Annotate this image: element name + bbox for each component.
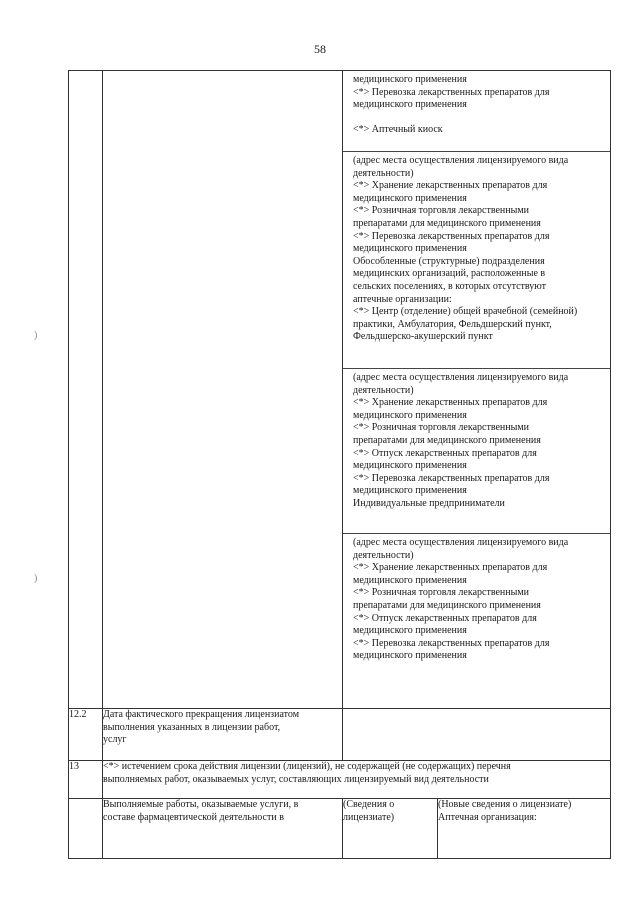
text-line: <*> Хранение лекарственных препаратов для: [353, 397, 548, 409]
text-line: (адрес места осуществления лицензируемого вида: [353, 537, 569, 548]
text-line: Индивидуальные предприниматели: [353, 497, 505, 509]
text-line: <*> Аптечный киоск: [353, 123, 443, 135]
text-line: медицинского применения: [353, 574, 467, 586]
text-line: Фельдшерско-акушерский пункт: [353, 331, 493, 343]
text-line: препаратами для медицинского применения: [353, 217, 541, 229]
text-line: медицинского применения: [353, 625, 467, 637]
new-licensee-info-header: [438, 799, 611, 859]
text-line: лицензиате): [343, 811, 395, 823]
text-line: (адрес места осуществления лицензируемого вида: [353, 372, 569, 383]
text-line: <*> Розничная торговля лекарственными: [353, 587, 530, 599]
text-line: препаратами для медицинского применения: [353, 434, 541, 446]
spacer: [353, 112, 606, 124]
row-12-2: [69, 709, 611, 761]
text-line: выполняемых работ, оказываемых услуг, составляющих лицензируемый вид деятельности: [103, 773, 489, 785]
text-line: медицинского применения: [353, 243, 467, 255]
text-line: Обособленные (структурные) подразделения: [353, 255, 545, 267]
text-line: <*> Перевозка лекарственных препаратов для: [353, 637, 550, 649]
text-line: <*> Розничная торговля лекарственными: [353, 205, 530, 217]
text-line: <*> Перевозка лекарственных препаратов для: [353, 230, 550, 242]
services-row: [69, 799, 611, 859]
text-line: составе фармацевтической деятельности в: [103, 811, 284, 823]
text-line: деятельности): [353, 549, 414, 561]
text-line: Выполняемые работы, оказываемые услуги, в: [103, 799, 299, 810]
text-line: выполнения указанных в лицензии работ,: [103, 721, 281, 733]
text-line: (Новые сведения о лицензиате): [438, 799, 572, 810]
activity-block: [343, 533, 610, 666]
scan-artifact: ): [34, 573, 38, 584]
row-number: 12.2: [69, 709, 103, 761]
text-line: медицинского применения: [353, 409, 467, 421]
licensee-info-header: [343, 799, 438, 859]
termination-date-value[interactable]: [343, 709, 611, 761]
text-line: Дата фактического прекращения лицензиатом: [103, 709, 300, 720]
text-line: медицинских организаций, расположенные в: [353, 268, 546, 280]
text-line: <*> Хранение лекарственных препаратов для: [353, 180, 548, 192]
text-line: Аптечная организация:: [438, 811, 537, 823]
text-line: деятельности): [353, 167, 414, 179]
text-line: практики, Амбулатория, Фельдшерский пункт,: [353, 318, 552, 330]
continuation-row: [69, 71, 611, 709]
activity-block: [343, 71, 610, 151]
text-line: медицинского применения: [353, 74, 467, 85]
text-line: <*> Хранение лекарственных препаратов для: [353, 562, 548, 574]
text-line: медицинского применения: [353, 650, 467, 662]
activity-block: [343, 368, 610, 533]
text-line: аптечные организации:: [353, 293, 452, 305]
text-line: медицинского применения: [353, 192, 467, 204]
row-number-cell: [69, 71, 103, 709]
page-number: 58: [314, 42, 326, 56]
text-line: медицинского применения: [353, 460, 467, 472]
activity-block: [343, 151, 610, 368]
row-number-cell: [69, 799, 103, 859]
text-line: <*> Розничная торговля лекарственными: [353, 422, 530, 434]
text-line: медицинского применения: [353, 99, 467, 111]
text-line: медицинского применения: [353, 485, 467, 497]
termination-date-label: [103, 709, 343, 761]
text-line: (Сведения о: [343, 799, 395, 810]
row-number: 13: [69, 761, 103, 799]
text-line: <*> Центр (отделение) общей врачебной (семейной): [353, 306, 578, 318]
text-line: <*> Отпуск лекарственных препаратов для: [353, 447, 537, 459]
row-13: [69, 761, 611, 799]
expiry-reason-text: [103, 761, 611, 799]
services-label: [103, 799, 343, 859]
text-line: услуг: [103, 734, 127, 746]
scan-artifact: ): [34, 330, 38, 341]
text-line: <*> Перевозка лекарственных препаратов для: [353, 472, 550, 484]
text-line: (адрес места осуществления лицензируемого вида: [353, 155, 569, 166]
text-line: сельских поселениях, в которых отсутствуют: [353, 280, 546, 292]
text-line: препаратами для медицинского применения: [353, 599, 541, 611]
activity-details-cell: [343, 71, 611, 709]
text-line: деятельности): [353, 384, 414, 396]
text-line: <*> Отпуск лекарственных препаратов для: [353, 612, 537, 624]
text-line: <*> Перевозка лекарственных препаратов для: [353, 86, 550, 98]
label-cell: [103, 71, 343, 709]
text-line: <*> истечением срока действия лицензии (лицензий), не содержащей (не содержащих) перечня: [103, 761, 511, 772]
license-form-table: [68, 70, 611, 859]
